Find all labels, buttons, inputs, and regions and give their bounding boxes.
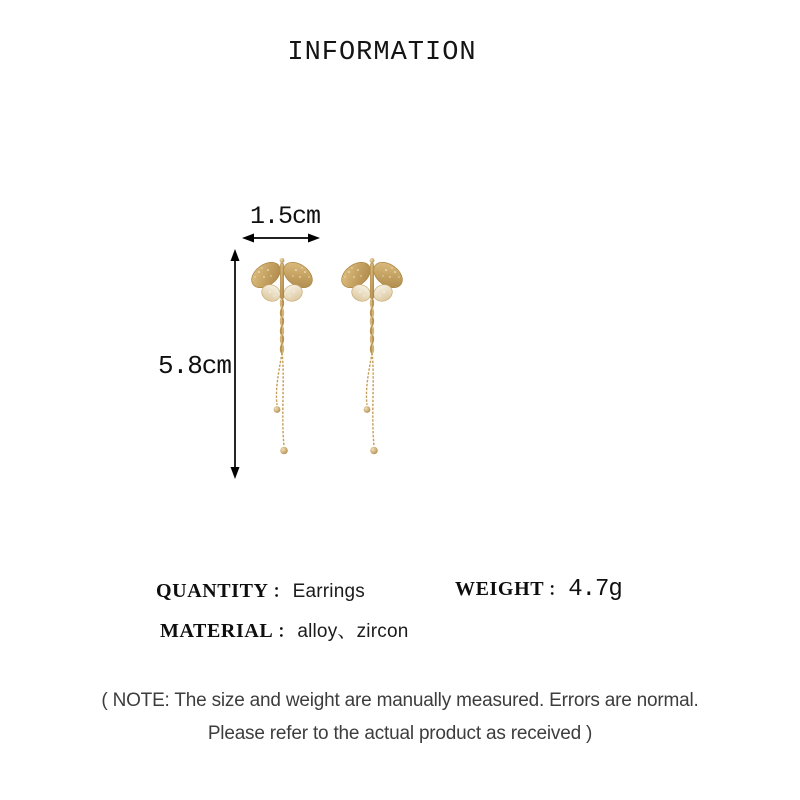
spec-quantity-label: QUANTITY	[156, 580, 269, 602]
spec-weight-separator: ：	[548, 580, 566, 599]
spec-weight-value: 4.7g	[568, 576, 622, 603]
spec-quantity-value: Earrings	[292, 581, 365, 602]
width-arrow-icon	[241, 230, 321, 246]
spec-material-value: alloy、zircon	[297, 621, 409, 642]
spec-weight-label: WEIGHT	[455, 578, 545, 600]
note-line-2: Please refer to the actual product as received )	[207, 723, 593, 744]
spec-quantity-separator: ：	[272, 582, 290, 601]
spec-weight	[455, 575, 622, 603]
measurement-note	[0, 684, 800, 750]
note-line-1: ( NOTE: The size and weight are manually measured. Errors are normal.	[101, 690, 699, 711]
earring-left-image	[237, 246, 327, 466]
length-measurement-label: 5.8cm	[158, 351, 232, 381]
width-measurement-label: 1.5cm	[249, 202, 320, 231]
spec-material	[160, 616, 409, 643]
spec-quantity	[156, 577, 365, 603]
earring-right-image	[327, 246, 417, 466]
page-title: INFORMATION	[287, 38, 477, 68]
spec-material-label: MATERIAL	[160, 620, 274, 642]
spec-material-separator: ：	[277, 622, 295, 641]
